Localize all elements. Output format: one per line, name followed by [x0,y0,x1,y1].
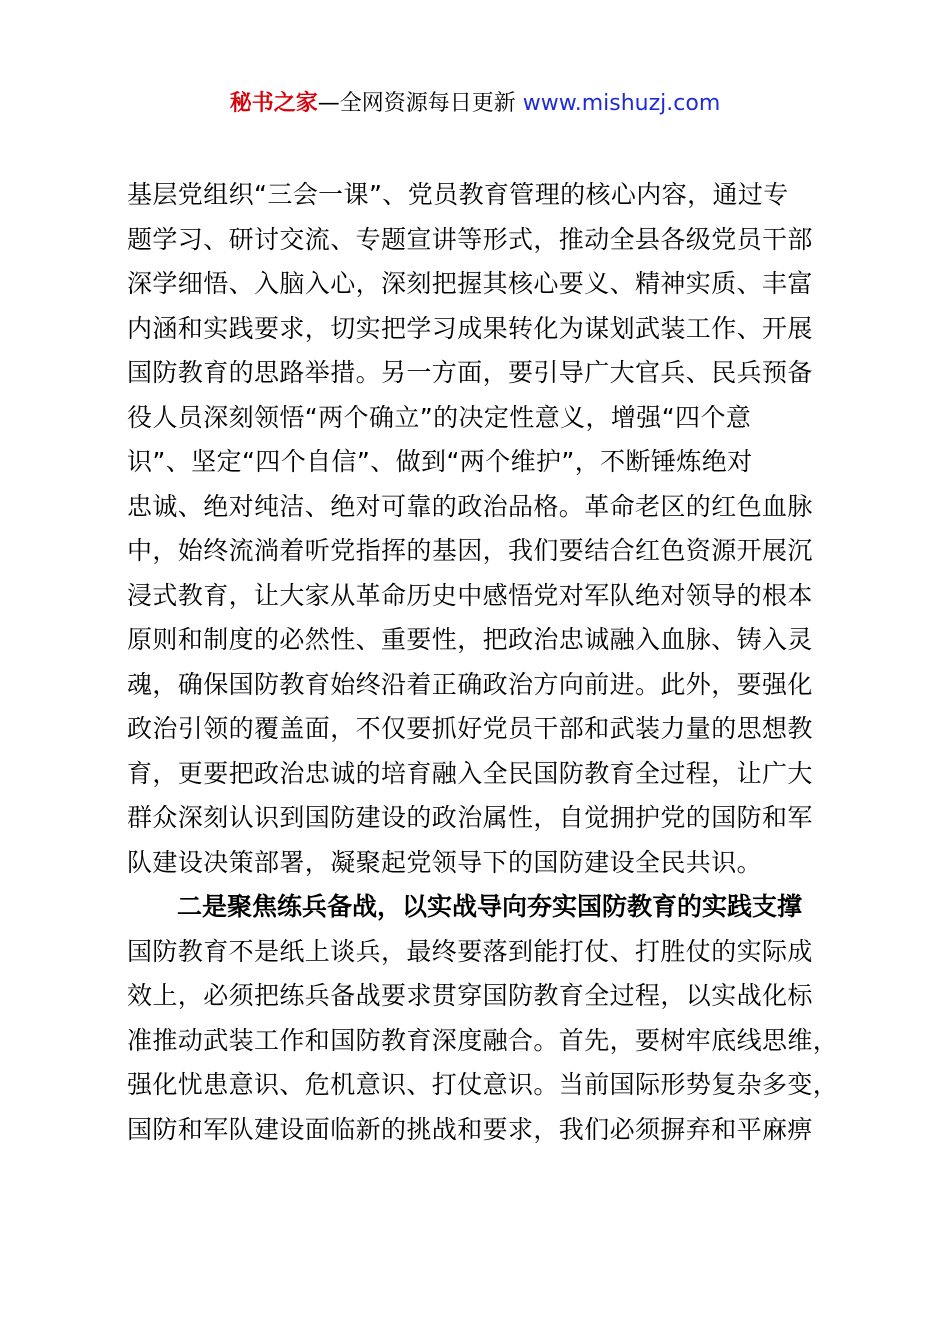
body-line: 浸式教育，让大家从革命历史中感悟党对军队绝对领导的根本 [127,580,813,610]
body-line: 忠诚、绝对纯洁、绝对可靠的政治品格。革命老区的红色血脉 [127,491,813,521]
body-line: 深学细悟、入脑入心，深刻把握其核心要义、精神实质、丰富 [127,269,813,298]
body-line: 中，始终流淌着听党指挥的基因，我们要结合红色资源开展沉 [127,536,813,565]
body-line: 内涵和实践要求，切实把学习成果转化为谋划武装工作、开展 [127,313,813,343]
header-slogan: —全网资源每日更新 [317,91,523,116]
body-line: 识”、坚定“四个自信”、做到“两个维护”，不断锤炼绝对 [127,447,753,476]
body-line: 国防教育的思路举措。另一方面，要引导广大官兵、民兵预备 [127,358,813,387]
body-line: 群众深刻认识到国防建设的政治属性，自觉拥护党的国防和军 [127,803,813,832]
page-header [0,88,950,120]
body-line: 效上，必须把练兵备战要求贯穿国防教育全过程，以实战化标 [127,981,813,1010]
body-line: 政治引领的覆盖面，不仅要抓好党员干部和武装力量的思想教 [127,714,813,743]
body-line: 基层党组织“三会一课”、党员教育管理的核心内容，通过专 [127,180,789,209]
body-line: 育，更要把政治忠诚的培育融入全民国防教育全过程，让广大 [127,758,813,788]
body-line: 魂，确保国防教育始终沿着正确政治方向前进。此外，要强化 [127,669,813,699]
body-line: 准推动武装工作和国防教育深度融合。首先，要树牢底线思维， [127,1025,839,1055]
body-line: 国防和军队建设面临新的挑战和要求，我们必须摒弃和平麻痹 [127,1114,813,1144]
body-line: 国防教育不是纸上谈兵，最终要落到能打仗、打胜仗的实际成 [127,936,813,966]
brand-name: 秘书之家 [229,91,318,116]
site-link[interactable]: www.mishuzj.com [522,91,721,116]
body-line: 题学习、研讨交流、专题宣讲等形式，推动全县各级党员干部 [127,224,813,254]
body-line: 役人员深刻领悟“两个确立”的决定性意义，增强“四个意 [127,402,752,432]
document-body [127,173,839,1152]
body-line: 原则和制度的必然性、重要性，把政治忠诚融入血脉、铸入灵 [127,625,813,654]
body-line: 队建设决策部署，凝聚起党领导下的国防建设全民共识。 [127,847,763,877]
body-line: 强化忧患意识、危机意识、打仗意识。当前国际形势复杂多变， [127,1070,839,1099]
section-heading: 二是聚焦练兵备战，以实战导向夯实国防教育的实践支撑 [177,892,803,921]
